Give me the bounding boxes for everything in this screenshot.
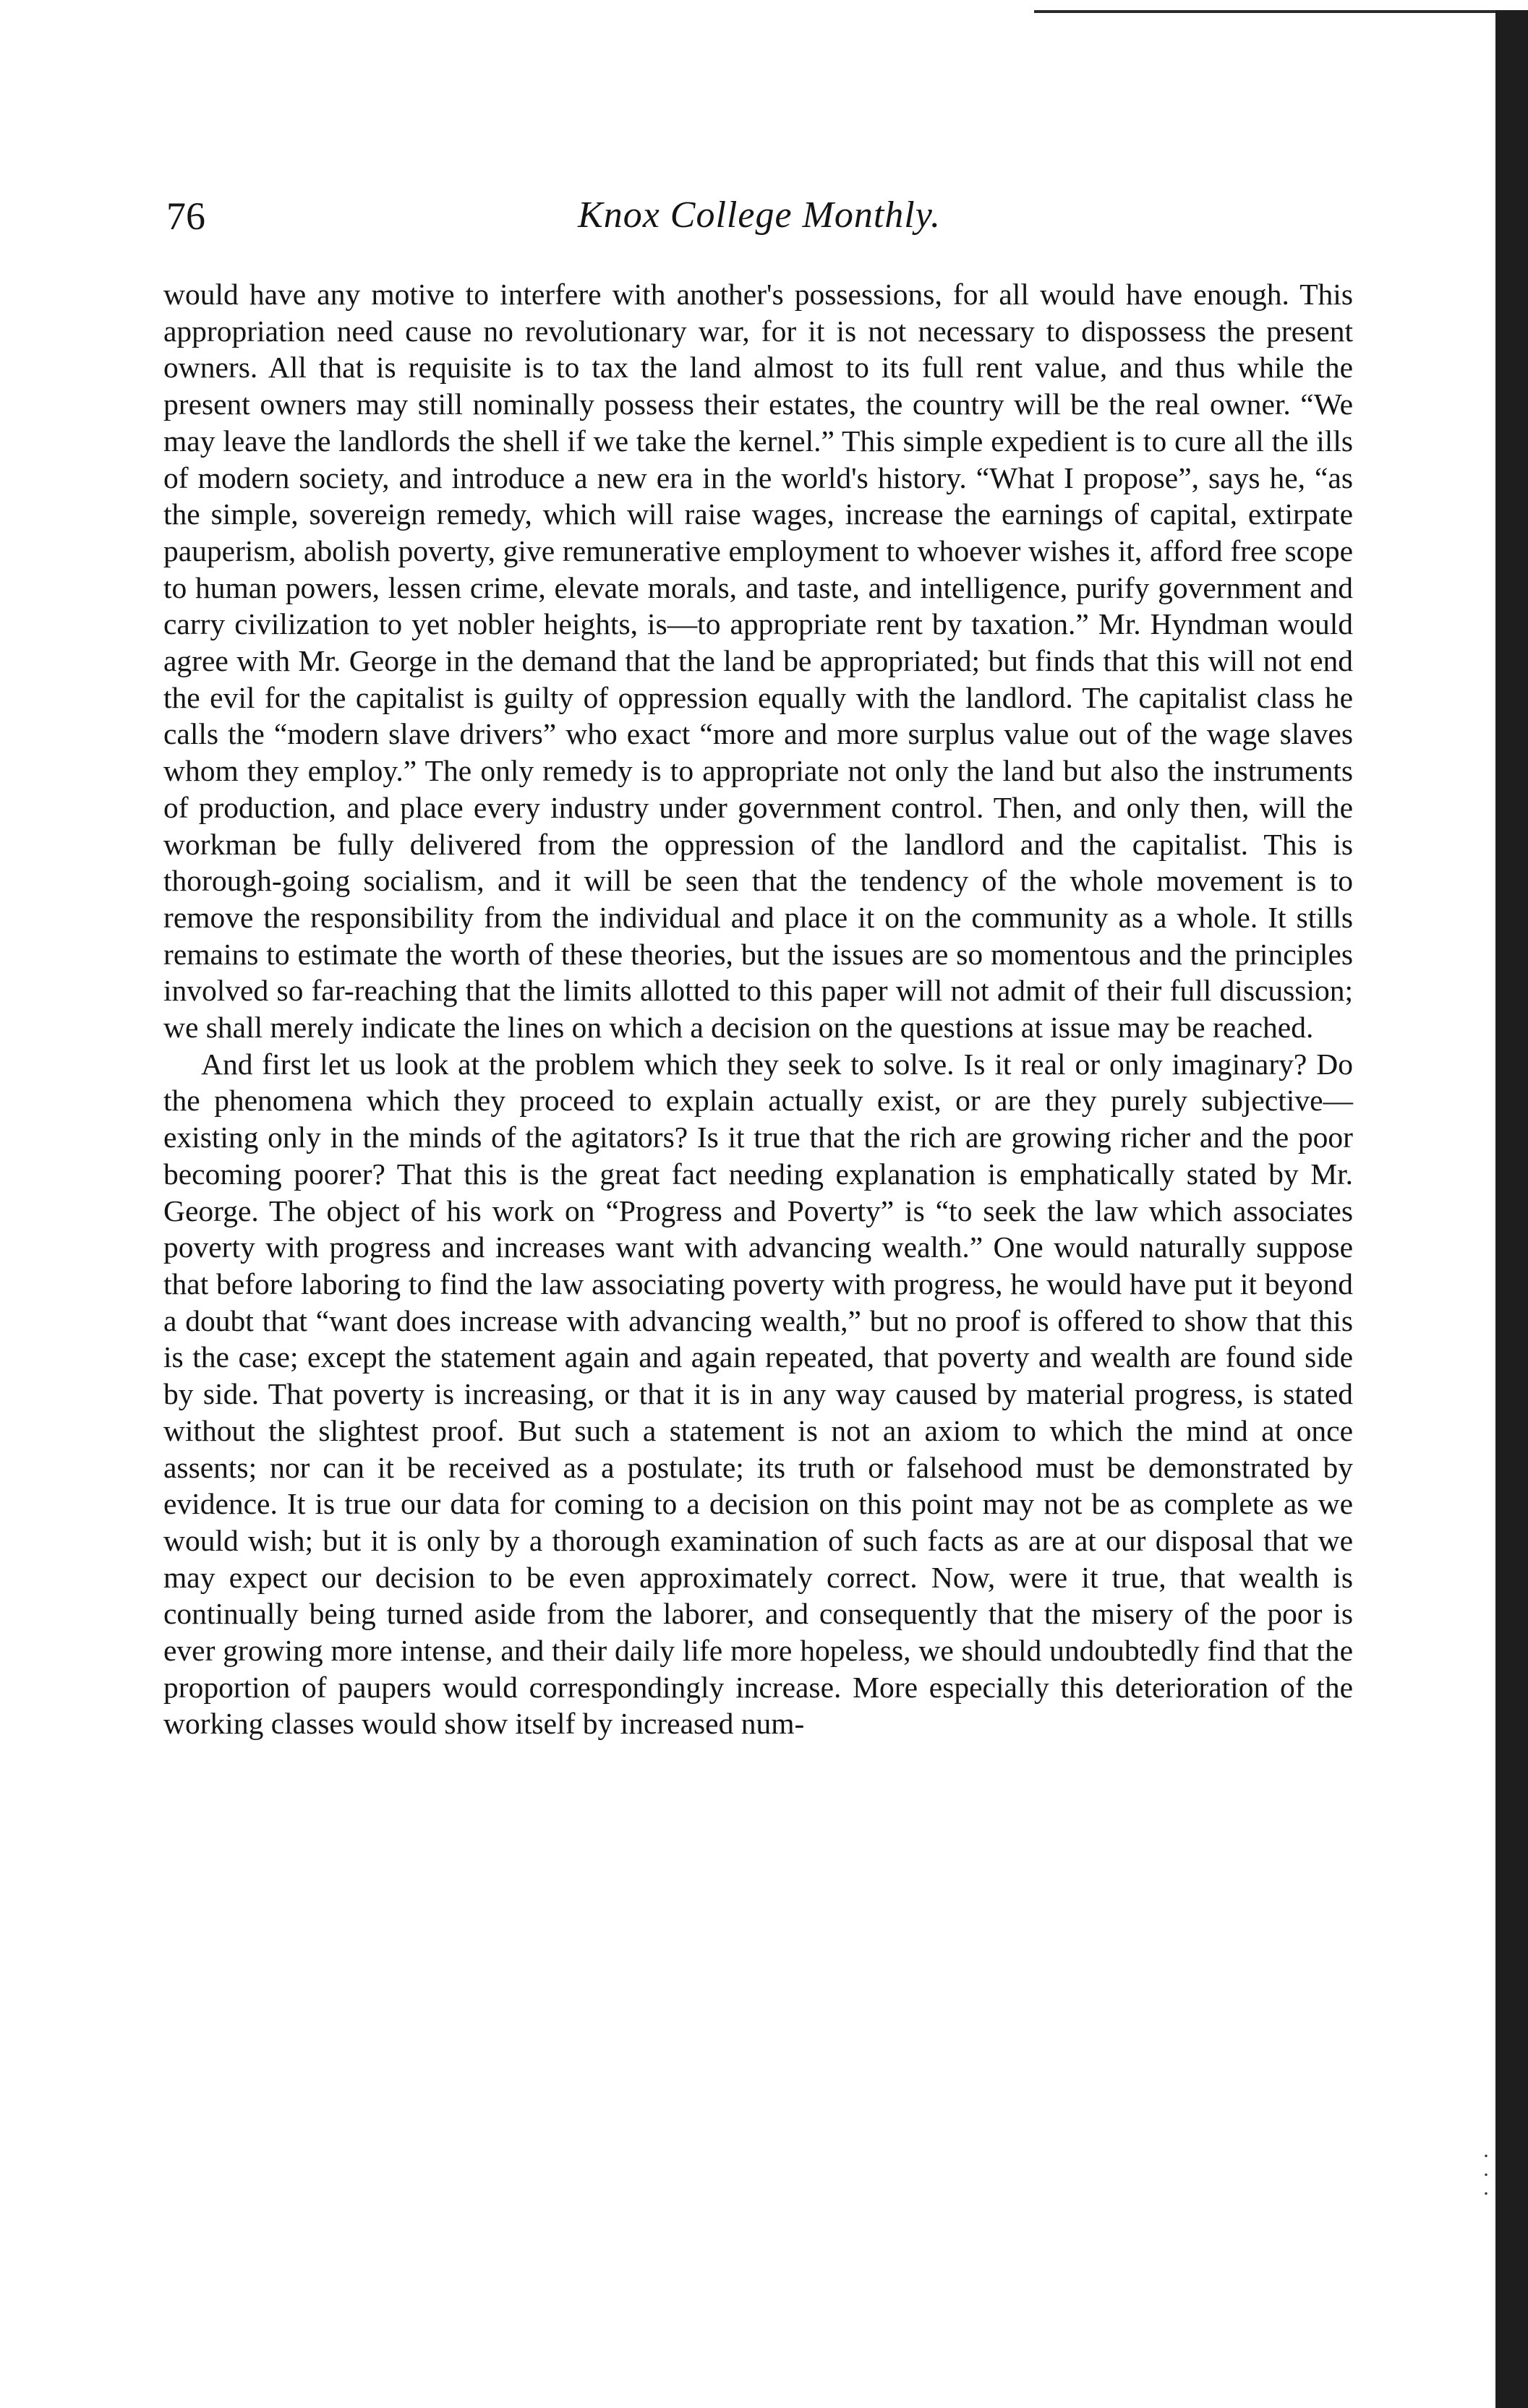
page-header [166,194,1352,252]
margin-marks: · · · [1482,2144,1490,2206]
running-title: Knox College Monthly. [578,194,941,236]
top-rule [1034,10,1511,13]
page-number: 76 [166,194,205,238]
book-spine-edge [1495,10,1528,2408]
paragraph-2: And first let us look at the problem which they seek to solve. Is it real or only imaginary? Do the phenomena which they proceed to explain actually exist, or are they purely subjective—existing only in the minds of the agitators? Is it true that the rich are growing richer and the poor becoming poorer? That this is the great fact needing explanation is emphatically stated by Mr. George. The object of his work on “Progress and Poverty” is “to seek the law which associates poverty with progress and increases want with advancing wealth.” One would naturally suppose that before laboring to find the law associating poverty with progress, he would have put it beyond a doubt that “want does increase with advancing wealth,” but no proof is offered to show that this is the case; except the statement again and again repeated, that poverty and wealth are found side by side. That poverty is increasing, or that it is in any way caused by material progress, is stated without the slightest proof. But such a statement is not an axiom to which the mind at once assents; nor can it be received as a postulate; its truth or falsehood must be demonstrated by evidence. It is true our data for coming to a decision on this point may not be as complete as we would wish; but it is only by a thorough examination of such facts as are at our disposal that we may expect our decision to be even approximately correct. Now, were it true, that wealth is continually being turned aside from the laborer, and consequently that the misery of the poor is ever growing more intense, and their daily life more hopeless, we should undoubtedly find that the proportion of paupers would correspondingly increase. More especially this deterioration of the working classes would show itself by increased num- [163,1047,1353,1741]
paragraph-1: would have any motive to interfere with another's possessions, for all would have enough. This appropriation need cause no revolutionary war, for it is not necessary to dispossess the present owners. All that is requisite is to tax the land almost to its full rent value, and thus while the present owners may still nominally possess their estates, the country will be the real owner. “We may leave the landlords the shell if we take the kernel.” This simple expedient is to cure all the ills of modern society, and introduce a new era in the world's history. “What I propose”, says he, “as the simple, sovereign remedy, which will raise wages, increase the earnings of capital, extirpate pauperism, abolish poverty, give remunerative employment to whoever wishes it, afford free scope to human powers, lessen crime, elevate morals, and taste, and intelligence, purify government and carry civilization to yet nobler heights, is—to appropriate rent by taxation.” Mr. Hyndman would agree with Mr. George in the demand that the land be appropriated; but finds that this will not end the evil for the capitalist is guilty of oppression equally with the landlord. The capitalist class he calls the “modern slave drivers” who exact “more and more surplus value out of the wage slaves whom they employ.” The only remedy is to appropriate not only the land but also the instruments of production, and place every industry under government control. Then, and only then, will the workman be fully delivered from the oppression of the landlord and the capitalist. This is thorough-going socialism, and it will be seen that the tendency of the whole movement is to remove the responsibility from the individual and place it on the community as a whole. It stills remains to estimate the worth of these theories, but the issues are so momentous and the principles involved so far-reaching that the limits allotted to this paper will not admit of their full discussion; we shall merely indicate the lines on which a decision on the questions at issue may be reached. [163,278,1353,1045]
body-text [163,276,1353,1742]
